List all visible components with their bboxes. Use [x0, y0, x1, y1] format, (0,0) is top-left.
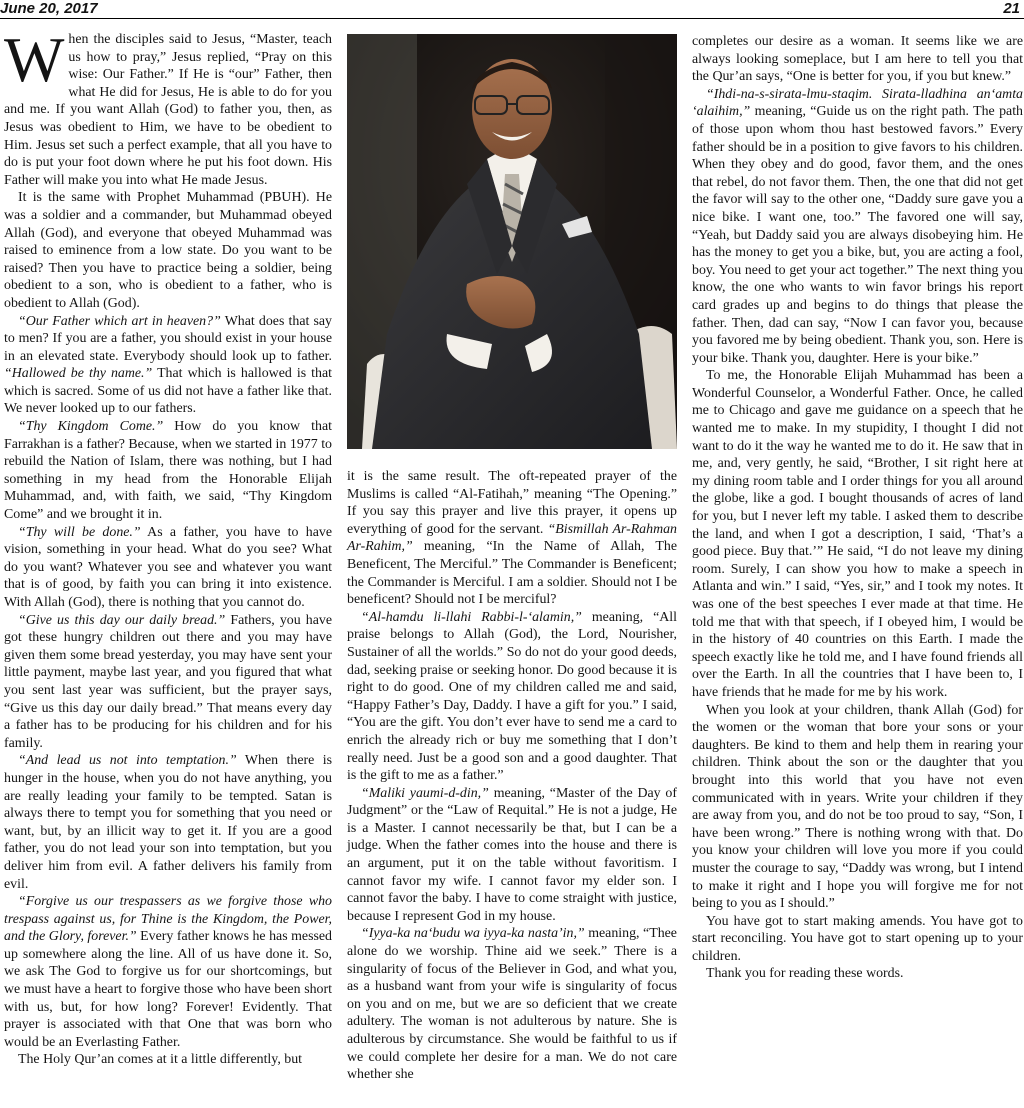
paragraph-text: meaning, “In the Name of Allah, The Beneficent, The Merciful.” The Commander is Beneficent; the Commander is Merciful. I am a soldier. Should not I be beneficent? Should not I be merciful? — [347, 539, 677, 608]
paragraph-text: As a father, you have to have vision, something in your head. What do you see? What do you want? Whatever you see and whatever you want that is of good, by faith you can bring it into existence. With Allah (God), there is nothing that you cannot do. — [4, 524, 333, 610]
paragraph-text: That which is hallowed is that which is sacred. Some of us did not have a father like that. We never looked up to our fathers. — [4, 366, 332, 417]
paragraph — [4, 418, 332, 524]
paragraph-text: When there is hunger in the house, when you do not have anything, you are really leading your family to be tempted. Satan is always there to tempt you for something that you need or want, but, by an illicit way to get it. If you are a good father, you do not lead your son into temptation, but you deliver him from evil. A father delivers his family from evil. — [4, 753, 333, 892]
paragraph — [4, 612, 332, 753]
prayer-quote: “Al-hamdu li-llahi Rabbi-l-‘alamin,” — [361, 609, 582, 625]
speaker-photo-image — [347, 34, 677, 449]
paragraph — [347, 785, 677, 926]
paragraph-text: Thank you for reading these words. — [706, 966, 904, 982]
paragraph — [692, 913, 1023, 966]
paragraph — [347, 609, 677, 785]
prayer-quote: “Ihdi-na-s-sirata-lmu-staqim. Sirata-lladhina an‘amta ‘alaihim,” — [692, 86, 1023, 120]
issue-date: June 20, 2017 — [0, 0, 98, 17]
prayer-quote: “Maliki yaumi-d-din,” — [361, 785, 489, 801]
paragraph-text: meaning, “Thee alone do we worship. Thine aid we seek.” There is a singularity of focus of the Believer in God, and what you, as a husband want from your wife is singularity of focus on you and on me, but we are so deficient that we create adultery. The woman is not adulterous by nature. She is adulterous by circumstance. She would be faithful to us if we could complete her desire for a man. We do not care whether she — [347, 926, 677, 1083]
paragraph — [692, 33, 1023, 86]
prayer-quote: “Thy Kingdom Come.” — [18, 419, 164, 435]
paragraph-text: How do you know that Farrakhan is a father? Because, when we started in 1977 to rebuild the Nation of Islam, there was nothing, but I had something in my head from the Honorable Elijah Muhammad, and, with faith, we said, “Thy Kingdom Come” and we brought it in. — [4, 419, 332, 523]
drop-cap: W — [4, 24, 65, 95]
paragraph-text: meaning, “Guide us on the right path. The path of those upon whom thou hast bestowed favors.” Every father should be in a position to give favors to his children. When they obey and do good, favor them, and the ones that rebel, do not favor them. Then, the one that did not get the favor will say to the other one, “Daddy sure gave you a nice bike. I want one, too.” The favored one will say, “Yeah, but Daddy said you are always disobeying him. He has the money to get you a bike, but, you are acting a fool, boy. You need to get your act together.” The next thing you know, the one who wants to win favor brings his report card grades up and begins to do things that please the father. Then, dad can say, “Now I can favor you, because you favored me by being obedient. Thank you, son. Here is your bike. Thank you, daughter. Here is your bike.” — [692, 104, 1023, 366]
paragraph — [347, 468, 677, 609]
prayer-quote: “Hallowed be thy name.” — [4, 366, 153, 382]
paragraph — [4, 313, 332, 419]
paragraph — [692, 367, 1023, 701]
prayer-quote: “Iyya-ka na‘budu wa iyya-ka nasta’in,” — [361, 926, 585, 942]
prayer-quote: “Give us this day our daily bread.” — [18, 612, 226, 628]
paragraph — [4, 24, 332, 189]
paragraph — [347, 925, 677, 1083]
paragraph-text: hen the disciples said to Jesus, “Master, teach us how to pray,” Jesus replied, “Pray on this wise: Our Father.” If He is “our” Father, then what He did for Jesus, He is able to do for you and me. If you want Allah (God) to father you, then, as Jesus was obedient to Him, we have to be obedient to Him. Jesus set such a perfect example, that all you have to do is put your foot down where he put his foot down. His Father will make you into what He made Jesus. — [4, 32, 332, 188]
paragraph-text: meaning, “Master of the Day of Judgment” or the “Law of Requital.” He is not a judge, He is a Master. I cannot necessarily be that, but I can be a judge. When the father comes into the house and there is an argument, put it on the table without favoritism. I cannot favor my wife. I cannot favor my elder son. I cannot favor the baby. I have to come straight with justice, because I represent God in my house. — [347, 785, 677, 924]
paragraph — [692, 965, 1023, 983]
paragraph — [4, 524, 332, 612]
page-number: 21 — [1003, 0, 1020, 17]
paragraph-text: What does that say to men? If you are a father, you should exist in your house in an elevated state. Everybody should look up to father. — [4, 313, 332, 364]
paragraph-text: You have got to start making amends. You have got to start reconciling. You have got to start opening up to your children. — [692, 913, 1023, 964]
paragraph-text: Fathers, you have got these hungry children out there and you may have given them some bread yesterday, you may have sent your little payment, maybe last year, and you figured that what you sent last year was sufficient, but the prayer says, “Give us this day our daily bread.” That means every day a father has to be producing for his children and for his family. — [4, 612, 333, 751]
paragraph-text: The Holy Qur’an comes at it a little differently, but — [18, 1052, 303, 1068]
prayer-quote: “Thy will be done.” — [18, 524, 141, 540]
paragraph-text: completes our desire as a woman. It seems like we are always looking someplace, but I am here to tell you that the Qur’an says, “One is better for you, if you but knew.” — [692, 34, 1023, 85]
article-column-1 — [4, 24, 333, 1108]
paragraph-text: It is the same with Prophet Muhammad (PBUH). He was a soldier and a commander, but Muhammad obeyed Allah (God), and everyone that obeyed Muhammad was raised to eminence from a low state. Do you want to be raised? Then you have to practice being a soldier, being obedient to a son, who is obedient to a father, who is obedient to Allah (God). — [4, 190, 332, 311]
prayer-quote: “Bismillah Ar-Rahman Ar-Rahim,” — [347, 521, 677, 555]
paragraph — [692, 702, 1023, 913]
paragraph-text: Every father knows he has messed up somewhere along the line. All of us have done it. So, we ask The God to forgive us for our shortcomings, but we must have a heart to forgive those who have been short with us, but, for how long? Forever! Evidently. That prayer is associated with that One that was born who would be an Everlasting Father. — [4, 929, 332, 1050]
article-column-2 — [347, 468, 677, 1108]
prayer-quote: “Our Father which art in heaven?” — [18, 313, 221, 329]
prayer-quote: “Forgive us our trespassers as we forgive those who trespass against us, for Thine is the Kingdom, the Power, and the Glory, forever.” — [4, 894, 332, 945]
paragraph-text: When you look at your children, thank Allah (God) for the women or the woman that bore your sons or your daughters. Be kind to them and help them in rearing your children. Think about the son or the daughter that you brought into this world that you have not even communicated with in years. Write your children if they are away from you, and do not be too proud to say, “Son, I have been wrong.” There is nothing wrong with that. Do you know your children will love you more if you could muster the courage to say, “Daddy was wrong, but I intend to make it right and I hope you will forgive me for not being to you as I should.” — [692, 702, 1023, 912]
paragraph-text: To me, the Honorable Elijah Muhammad has been a Wonderful Counselor, a Wonderful Father. Once, he called me to Chicago and gave me guidance on a speech that he wanted me to make. In my stupidity, I thought I did not want to do it the way he wanted me to do it. He saw that in me, and, very gently, he said, “Brother, I sit right here at my dining room table and I order things for you all around the globe, like a god. I bought thousands of acres of land for you, but I never left my table. I asked them to describe the land, and when I got a description, I said, ‘That’s a good piece. Buy that.’” He said, “I do not leave my dining room. Surely, I can show you how to make a speech in Atlanta and win.” I said, “Yes, sir,” and I took my notes. It was one of the best speeches I ever made at that time. He told me that with that speech, if I obeyed him, I would be in the history of 40 countries on this Earth. I made the speech exactly like he told me, and I have found friends all over the Earth. In all the countries that I have been to, I have friends that he made for me by his work. — [692, 368, 1023, 700]
paragraph — [4, 893, 332, 1051]
header-rule — [0, 18, 1024, 19]
page-header — [0, 0, 1024, 18]
paragraph — [4, 752, 332, 893]
article-column-3 — [692, 33, 1023, 1108]
paragraph — [692, 86, 1023, 368]
paragraph — [4, 1051, 332, 1069]
speaker-photo — [347, 34, 677, 449]
paragraph — [4, 189, 332, 312]
paragraph-text: it is the same result. The oft-repeated prayer of the Muslims is called “Al-Fatihah,” meaning “The Opening.” If you say this prayer and live this prayer, it opens up everything of good for the servant. — [347, 469, 677, 537]
paragraph-text: meaning, “All praise belongs to Allah (God), the Lord, Nourisher, Sustainer of all the worlds.” So do not do your good deeds, dad, seeking praise or seeking honor. Do good because it is right to do good. One of my children called me and said, “Happy Father’s Day, Daddy. I have a gift for you.” I said, “You are the gift. You don’t ever have to send me a card to enrich the already rich or buy me something that I don’t really need. Just be a good son and a good daughter. That is the gift to me as a father.” — [347, 609, 677, 784]
prayer-quote: “And lead us not into temptation.” — [18, 753, 237, 769]
